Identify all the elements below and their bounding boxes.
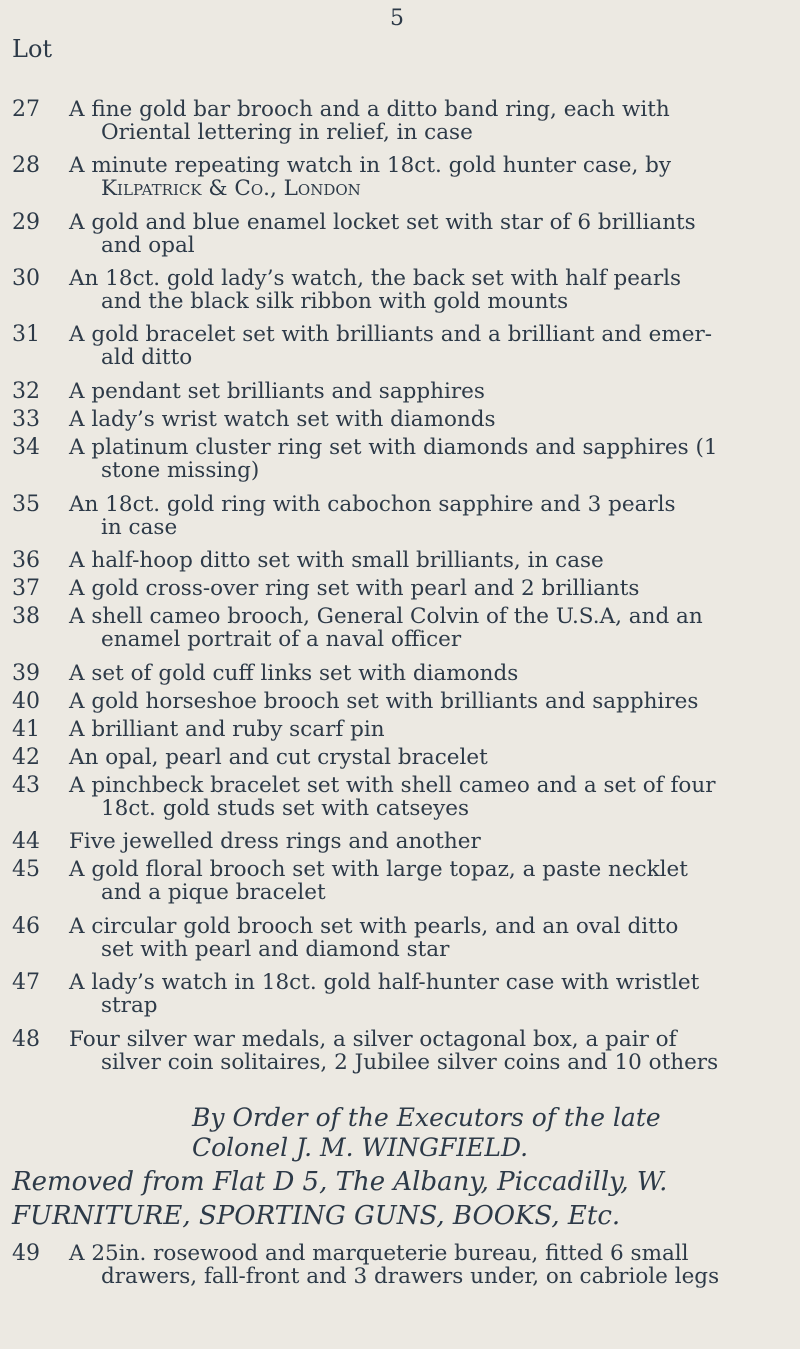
lot-number: 35 (12, 492, 40, 517)
lot-number: 37 (12, 576, 40, 601)
lot-number: 41 (12, 717, 40, 742)
lot-35 (12, 493, 792, 539)
lot-number: 44 (12, 829, 40, 854)
lot-description-line: A gold horseshoe brooch set with brilliants and sapphires (69, 689, 699, 714)
lot-number: 38 (12, 604, 40, 629)
lot-description-line: A minute repeating watch in 18ct. gold hunter case, by (69, 153, 672, 178)
lot-number: 39 (12, 661, 40, 686)
lot-description-line: Four silver war medals, a silver octagonal box, a pair of (69, 1027, 677, 1052)
lot-description-line: A circular gold brooch set with pearls, and an oval ditto (69, 914, 679, 939)
lot-34 (12, 436, 792, 482)
lot-description-line: An 18ct. gold ring with cabochon sapphire and 3 pearls (69, 492, 676, 517)
lot-36 (12, 549, 792, 572)
lot-description-line: and a pique bracelet (101, 880, 326, 905)
lot-description-line: A brilliant and ruby scarf pin (69, 717, 385, 742)
lot-description-line: silver coin solitaires, 2 Jubilee silver coins and 10 others (101, 1050, 719, 1075)
lot-description-line: Five jewelled dress rings and another (69, 829, 481, 854)
lot-description-line: A 25in. rosewood and marqueterie bureau, fitted 6 small (69, 1241, 689, 1266)
lot-number: 32 (12, 379, 40, 404)
lot-29 (12, 211, 792, 257)
lot-column-header: Lot (12, 35, 53, 63)
lot-description-line: Oriental lettering in relief, in case (101, 120, 473, 145)
lot-description-line: and the black silk ribbon with gold mounts (101, 289, 569, 314)
section-category-heading: FURNITURE, SPORTING GUNS, BOOKS, Etc. (12, 1201, 621, 1231)
lot-number: 30 (12, 266, 40, 291)
lot-number: 45 (12, 857, 40, 882)
lot-description-line: ald ditto (101, 345, 193, 370)
colonel-name-heading: Colonel J. M. WINGFIELD. (192, 1133, 529, 1162)
lot-description-line: A gold cross-over ring set with pearl and 2 brilliants (69, 576, 640, 601)
lot-33 (12, 408, 792, 431)
lot-28 (12, 154, 792, 200)
lot-30 (12, 267, 792, 313)
lot-description-line: A pinchbeck bracelet set with shell cameo and a set of four (69, 773, 716, 798)
lot-description-line: A lady’s wrist watch set with diamonds (69, 407, 496, 432)
lot-49 (12, 1242, 792, 1288)
lot-number: 28 (12, 153, 40, 178)
lot-41 (12, 718, 792, 741)
lot-number: 27 (12, 97, 40, 122)
lot-32 (12, 380, 792, 403)
lot-description-line: Kilpatrick & Co., London (101, 176, 361, 201)
lot-description-line: A shell cameo brooch, General Colvin of the U.S.A, and an (69, 604, 703, 629)
lot-number: 42 (12, 745, 40, 770)
lot-42 (12, 746, 792, 769)
lot-description-line: A half-hoop ditto set with small brilliants, in case (69, 548, 604, 573)
lot-description-line: stone missing) (101, 458, 260, 483)
lot-description-line: A gold floral brooch set with large topaz, a paste necklet (69, 857, 688, 882)
lot-number: 33 (12, 407, 40, 432)
lot-number: 36 (12, 548, 40, 573)
lot-number: 29 (12, 210, 40, 235)
lot-description-line: A pendant set brilliants and sapphires (69, 379, 485, 404)
lot-description-line: A gold bracelet set with brilliants and a brilliant and emer- (69, 322, 713, 347)
lot-46 (12, 915, 792, 961)
lot-description-line: strap (101, 993, 158, 1018)
lot-number: 43 (12, 773, 40, 798)
lot-number: 49 (12, 1241, 40, 1266)
lot-number: 46 (12, 914, 40, 939)
lot-description-line: 18ct. gold studs set with catseyes (101, 796, 470, 821)
lot-description-line: A lady’s watch in 18ct. gold half-hunter case with wristlet (69, 970, 700, 995)
lot-description-line: set with pearl and diamond star (101, 937, 450, 962)
lot-39 (12, 662, 792, 685)
lot-number: 48 (12, 1027, 40, 1052)
lot-description-line: in case (101, 515, 178, 540)
lot-38 (12, 605, 792, 651)
lot-37 (12, 577, 792, 600)
lot-45 (12, 858, 792, 904)
lot-number: 40 (12, 689, 40, 714)
lot-number: 47 (12, 970, 40, 995)
lot-48 (12, 1028, 792, 1074)
lot-40 (12, 690, 792, 713)
lot-44 (12, 830, 792, 853)
page-number: 5 (390, 6, 404, 31)
executors-order-heading: By Order of the Executors of the late (192, 1103, 661, 1132)
lot-27 (12, 98, 792, 144)
lot-description-line: A set of gold cuff links set with diamonds (69, 661, 519, 686)
lot-47 (12, 971, 792, 1017)
lot-number: 34 (12, 435, 40, 460)
lot-description-line: An 18ct. gold lady’s watch, the back set with half pearls (69, 266, 682, 291)
removed-from-heading: Removed from Flat D 5, The Albany, Piccadilly, W. (12, 1167, 668, 1197)
lot-number: 31 (12, 322, 40, 347)
lot-description-line: An opal, pearl and cut crystal bracelet (69, 745, 488, 770)
lot-description-line: and opal (101, 233, 195, 258)
lot-description-line: A fine gold bar brooch and a ditto band ring, each with (69, 97, 670, 122)
lot-43 (12, 774, 792, 820)
lot-description-line: A platinum cluster ring set with diamonds and sapphires (1 (69, 435, 718, 460)
lot-31 (12, 323, 792, 369)
lot-description-line: drawers, fall-front and 3 drawers under, on cabriole legs (101, 1264, 720, 1289)
lot-description-line: enamel portrait of a naval officer (101, 627, 462, 652)
lot-description-line: A gold and blue enamel locket set with star of 6 brilliants (69, 210, 696, 235)
